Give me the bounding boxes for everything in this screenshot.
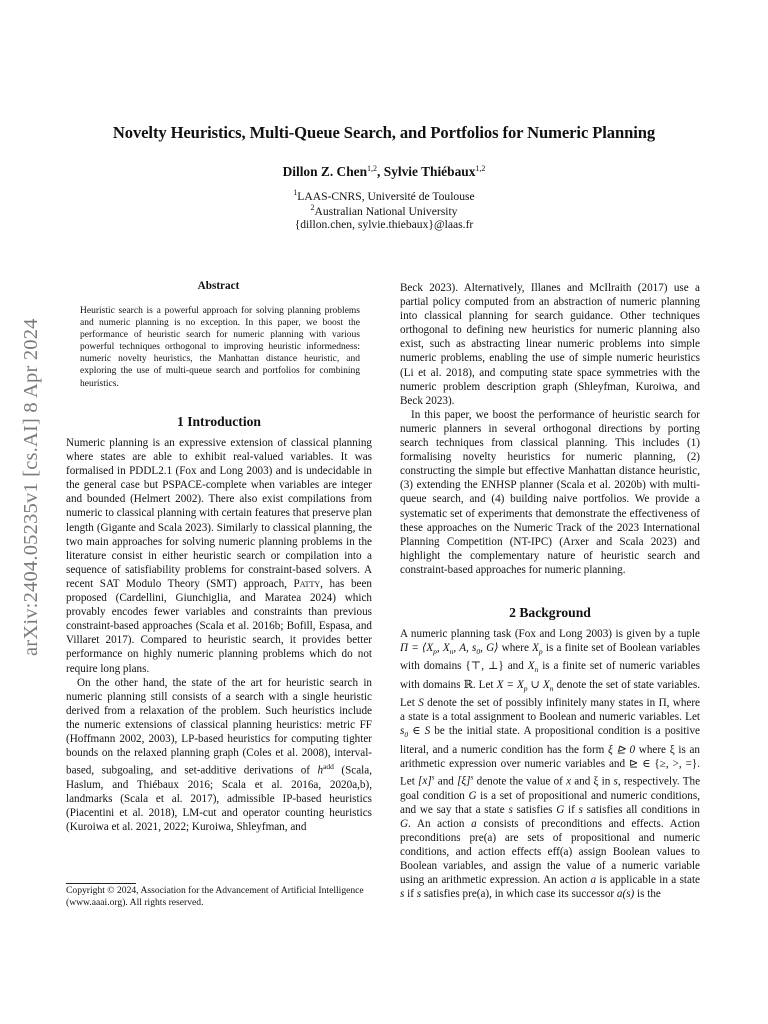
intro-p2-text-a: On the other hand, the state of the art for heuristic search in numeric planning still consists of a search with a single heuristic derived from a relaxation of the problem. Such heuristics include the numeric extensions of classical planning heuristics: metric FF (Hoffmann 2002, 2003), LP-based heuristics for computing tighter bounds on the relaxed planning graph (Coles et al. 2008), interval-based, subgoaling, and set-additive derivations of bbox=[66, 676, 372, 777]
bg-text: denote the set of state variables. Let bbox=[400, 678, 700, 710]
bg-math-xs: $[x]^s$ bbox=[418, 772, 435, 788]
bg-text: are sets of propositional and numeric conditions, and action effects bbox=[400, 831, 700, 858]
bg-math-s: s bbox=[613, 775, 618, 788]
bg-math-s: s bbox=[578, 803, 583, 816]
intro-paragraph-1 bbox=[66, 436, 372, 676]
bg-math-S: S bbox=[418, 697, 424, 710]
affiliation-2-text: Australian National University bbox=[314, 205, 458, 218]
bg-text: satisfies bbox=[512, 803, 557, 816]
author-1-affil: 1,2 bbox=[367, 164, 378, 173]
author-line bbox=[0, 164, 768, 180]
author-2: Sylvie Thiébaux bbox=[383, 164, 476, 179]
bg-text: A numeric planning task (Fox and Long 2003) is given by a tuple bbox=[400, 628, 700, 640]
bg-math-G: G bbox=[400, 817, 409, 830]
right-column-body bbox=[400, 281, 700, 577]
bg-math-xis: $[\xi]^s$ bbox=[457, 772, 474, 788]
bg-math-xp: $X_p$ bbox=[532, 642, 543, 657]
bg-text: and bbox=[434, 775, 458, 788]
bg-text: . An action bbox=[408, 817, 472, 830]
bg-math-xn: $X_n$ bbox=[527, 660, 539, 675]
bg-text: is the bbox=[634, 888, 661, 901]
author-emails[interactable]: {dillon.chen, sylvie.thiebaux}@laas.fr bbox=[294, 218, 474, 231]
bg-text: consists of preconditions and effects. Action preconditions bbox=[400, 817, 700, 844]
intro-p2-text-b: (Scala, Haslum, and Thiébaux 2016; Scala et al. 2016a, 2020a,b), landmarks (Scala et al. 2017), admissible IP-based heuristics (Piacentini et al. 2018), LM-cut and operator counting heuristics (Kuroiwa et al. 2021, 2022; Kuroiwa, Shleyfman, and bbox=[66, 764, 372, 834]
author-separator: , bbox=[377, 164, 384, 179]
bg-math-G: G bbox=[468, 789, 477, 802]
right-paragraph-1: Beck 2023). Alternatively, Illanes and McIlraith (2017) use a partial policy computed from an abstraction of numeric planning into classical planning for search guidance. Other techniques orthogonal to defining new heuristics for numeric planning also exist, such as abstracting linear numeric problems into simple numeric problems, enabling the use of simple numeric heuristics (Li et al. 2018), and computing state space symmetries with the numeric problem description graph (Shleyfman, Kuroiwa, and Beck 2023). bbox=[400, 282, 700, 407]
author-1: Dillon Z. Chen bbox=[282, 164, 368, 179]
bg-text: denote the set of possibly infinitely many states in Π, where a state is a total assignment to Boolean and numeric variables. Let bbox=[400, 697, 700, 724]
affiliation-2 bbox=[0, 203, 768, 218]
bg-text: where bbox=[498, 642, 533, 655]
hadd-symbol: h bbox=[317, 764, 324, 777]
bg-text: where ξ is an arithmetic expression over numeric variables and ⊵ ∈ {≥, >, =}. Let bbox=[400, 743, 700, 788]
bg-text: is a set of propositional and numeric conditions, and we say that a state bbox=[400, 789, 700, 816]
patty-planner-name: Patty bbox=[293, 577, 321, 590]
bg-text: satisfies all conditions in bbox=[582, 803, 700, 816]
background-heading: 2 Background bbox=[509, 605, 591, 620]
bg-math-cond: ξ ⊵ 0 bbox=[608, 743, 636, 756]
bg-text: is a finite set of numeric variables with domains ℝ. Let bbox=[400, 660, 700, 691]
introduction-body bbox=[66, 436, 372, 834]
bg-math-s: s bbox=[508, 803, 513, 816]
paper-title: Novelty Heuristics, Multi-Queue Search, and Portfolios for Numeric Planning bbox=[112, 123, 656, 142]
background-body bbox=[400, 627, 700, 901]
bg-math-as: a(s) bbox=[616, 888, 635, 901]
bg-math-x: $X = X_p$ ∪ $X_n$ bbox=[496, 678, 554, 693]
bg-math-tuple: $\Pi = ⟨X_p$, $X_n$, A, $s_0$, G⟩ bbox=[400, 642, 499, 657]
intro-p1-text-a: Numeric planning is an expressive extension of classical planning where states are able to exhibit real-valued variables. It was formalised in PDDL2.1 (Fox and Long 2003) and is undecidable in the general case but PSPACE-complete when variables are integer and bounded (Helmert 2002). There also exist compilations from numeric to classical planning with certain features that preserve plan length (Gigante and Scala 2023). Similarly to classical planning, the two main approaches for solving numeric planning problems in the literature consist in either heuristic search or compilation into a sequence of satisfiability problems for constraint-based solvers. A recent SAT Modulo Theory (SMT) approach, bbox=[66, 437, 372, 590]
bg-text: if bbox=[564, 803, 579, 816]
bg-math-s: s bbox=[400, 888, 405, 901]
bg-text: , in which case its successor bbox=[489, 888, 617, 901]
bg-text: assign Boolean values to Boolean variables, and assign the value of a numeric variable using an arithmetic expression. An action bbox=[400, 845, 700, 887]
bg-text: and ξ in bbox=[571, 775, 614, 788]
footnote-rule bbox=[66, 883, 136, 884]
bg-math-eff: eff(a) bbox=[547, 845, 573, 858]
bg-math-s: s bbox=[416, 888, 422, 901]
affiliation-1 bbox=[0, 188, 768, 203]
intro-paragraph-2 bbox=[66, 676, 372, 835]
abstract-text: Heuristic search is a powerful approach for solving planning problems and numeric planning is no exception. In this paper, we boost the performance of heuristic search for numeric planning with various powerful techniques orthogonal to improving heuristic informedness: numeric novelty heuristics, the Manhattan distance heuristic, and exploring the use of multi-queue search and portfolios for combining heuristics. bbox=[80, 306, 360, 389]
bg-math-a: a bbox=[471, 817, 477, 830]
copyright-footnote: Copyright © 2024, Association for the Advancement of Artificial Intelligence (www.aaai.org). All rights reserved. bbox=[66, 885, 364, 909]
affiliation-1-text: LAAS-CNRS, Université de Toulouse bbox=[297, 190, 475, 203]
author-2-affil: 1,2 bbox=[475, 164, 486, 173]
arxiv-stamp[interactable]: arXiv:2404.05235v1 [cs.AI] 8 Apr 2024 bbox=[20, 318, 42, 656]
affiliation-2-mark: 2 bbox=[310, 203, 315, 212]
bg-math-pre: pre(a) bbox=[462, 888, 490, 901]
bg-text: is a finite set of Boolean variables with domains {⊤, ⊥} and bbox=[400, 642, 700, 673]
intro-p1-text-b: , has been proposed (Cardellini, Giunchiglia, and Maratea 2024) which provably encodes fewer variables and constraints than previous constraint-based approaches (Scala et al. 2016b; Bofill, Espasa, and Villaret 2017). Compared to heuristic search, it provides better performance on highly numeric planning problems which do not require long plans. bbox=[66, 577, 372, 675]
bg-text: be the initial state. A propositional condition is a positive literal, and a numeric condition has the form bbox=[400, 725, 701, 756]
bg-math-a: a bbox=[590, 874, 597, 887]
bg-text: denote the value of bbox=[473, 775, 567, 788]
background-paragraph bbox=[400, 627, 700, 901]
bg-math-pre: pre(a) bbox=[469, 831, 497, 844]
abstract-heading: Abstract bbox=[197, 280, 240, 292]
introduction-heading: 1 Introduction bbox=[177, 414, 261, 429]
hadd-superscript: add bbox=[323, 762, 334, 772]
bg-math-x-var: x bbox=[566, 775, 572, 788]
bg-text: is applicable in a state bbox=[596, 874, 700, 887]
right-paragraph-2: In this paper, we boost the performance of heuristic search for numeric planners in several orthogonal directions by porting search techniques from classical planning. This includes (1) formalising novelty heuristics for numeric planning, (2) constructing the simple but effective Manhattan distance heuristic, (3) extending the ENHSP planner (Scala et al. 2020b) with multi-queue search, and (4) building naive portfolios. We provide a systematic set of experiments that demonstrate the effectiveness of these approaches on the Numeric Track of the 2023 International Planning Competition (NT-IPC) (Arxer and Scala 2023) and highlight the complementary nature of heuristic search and constraint-based approaches for numeric planning. bbox=[400, 408, 700, 576]
bg-text: satisfies bbox=[421, 888, 463, 901]
bg-text: if bbox=[404, 888, 417, 901]
bg-math-s0: $s_0$ ∈ S bbox=[400, 725, 431, 740]
bg-text: , respectively. The goal condition bbox=[400, 775, 701, 802]
affiliation-1-mark: 1 bbox=[293, 188, 298, 197]
bg-math-G: G bbox=[556, 803, 565, 816]
